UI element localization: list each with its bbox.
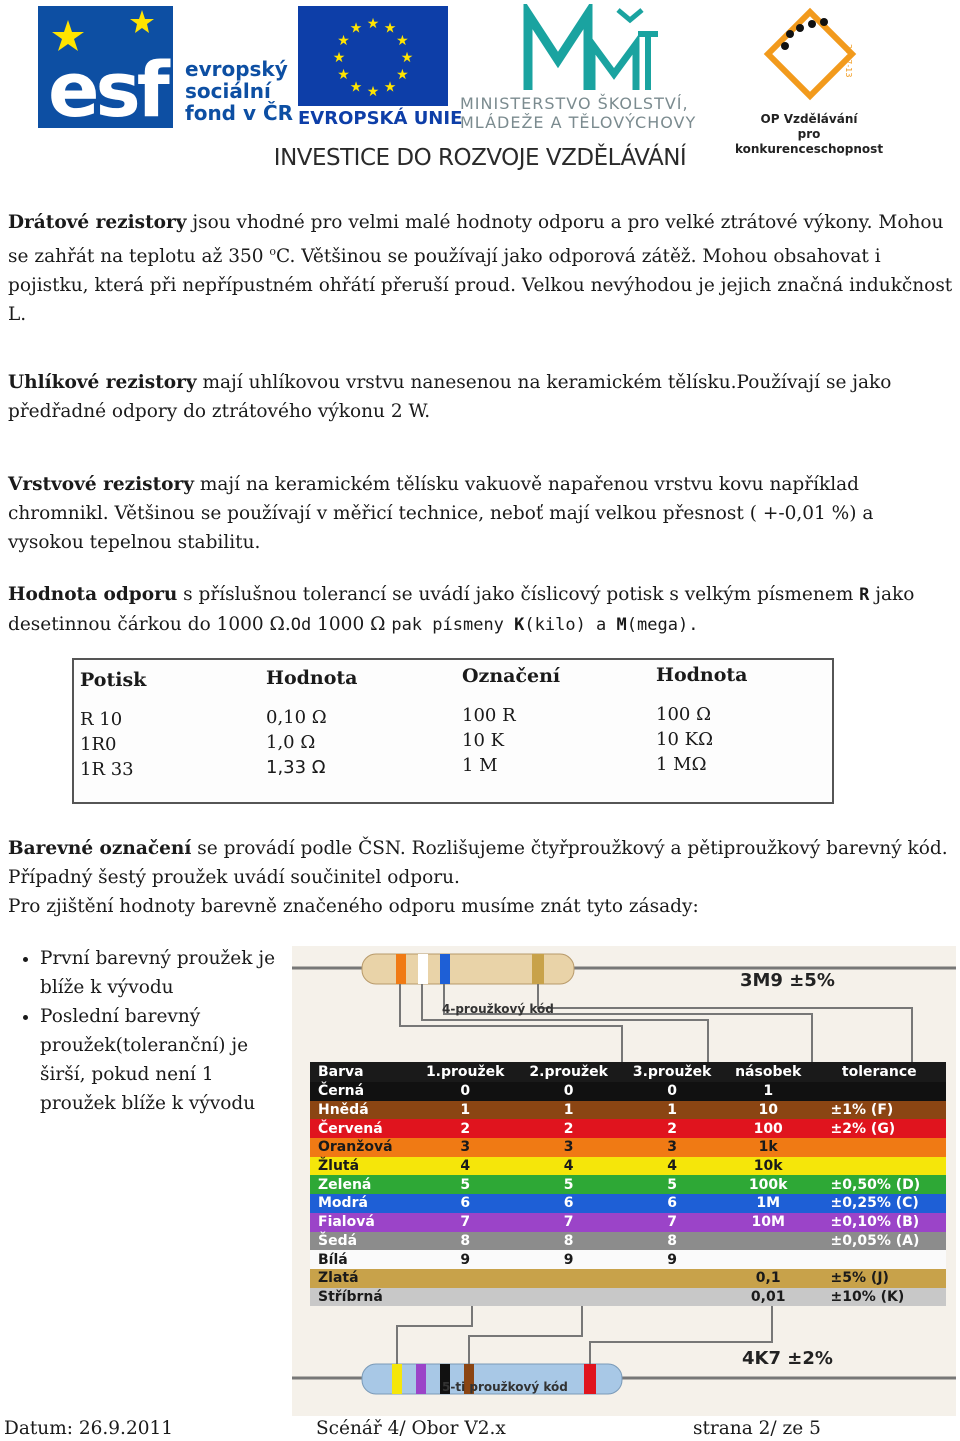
text-mono: Od (290, 615, 312, 635)
paragraph-carbon-resistors (8, 368, 953, 426)
color-code-row (310, 1288, 946, 1307)
esf-line3: fond v ČR (185, 101, 294, 125)
color-code-cell: 9 (667, 1251, 677, 1268)
eu-star: ★ (349, 79, 363, 96)
table-header: 2.proužek (517, 1062, 620, 1082)
eu-star: ★ (349, 20, 363, 37)
op-line2: pro konkurenceschopnost (734, 127, 884, 156)
color-code-cell: 100 (753, 1120, 783, 1137)
eu-stars-icon (298, 6, 448, 106)
color-code-row (310, 1082, 946, 1101)
color-code-cell: Zlatá (318, 1270, 359, 1287)
color-code-cell: Hnědá (318, 1102, 369, 1119)
esf-letters: esf (48, 45, 166, 128)
eu-star: ★ (383, 79, 397, 96)
eu-star: ★ (383, 20, 397, 37)
color-code-cell: Černá (318, 1083, 365, 1100)
color-code-cell: 1 (763, 1083, 774, 1100)
color-code-row (310, 1175, 946, 1194)
color-code-cell: Červená (318, 1120, 383, 1137)
color-code-cell: 7 (460, 1214, 471, 1231)
term-resistance-value: Hodnota odporu (8, 584, 178, 605)
text: s příslušnou tolerancí se uvádí jako číslicový potisk s velkým písmenem (177, 584, 860, 605)
paragraph-resistance-value (8, 580, 953, 640)
esf-logo (38, 6, 173, 128)
color-code-row (310, 1232, 946, 1251)
color-code-cell: ±0,25% (C) (830, 1195, 919, 1212)
color-code-cell: 1 (460, 1102, 471, 1119)
marking-cell: 1R0 (80, 734, 117, 755)
op-years: 2007-13 (844, 44, 853, 78)
color-code-row (310, 1250, 946, 1269)
color-code-cell (813, 1157, 946, 1176)
color-code-cell: Šedá (318, 1232, 358, 1249)
esf-line1: evropský (185, 57, 288, 81)
term-color-code: Barevné označení (8, 838, 192, 859)
color-code-cell: ±2% (G) (830, 1120, 896, 1137)
color-code-cell: 3 (563, 1139, 574, 1156)
eu-star: ★ (396, 33, 409, 49)
text: mají uhlíkovou vrstvu nanesenou na keramickém tělísku.Používají se jako předřadné odpory do ztrátového výkonu 2 W. (8, 372, 892, 422)
marking-cell: 1R 33 (80, 759, 134, 780)
marking-col-oznaceni (462, 664, 560, 778)
label-4band-value: 3M9 ±5% (740, 970, 835, 991)
text: jsou vhodné pro velmi malé hodnoty odporu a pro velké ztrátové výkony. Mohou se zahřát na teplotu až 350 (8, 212, 944, 268)
marking-header: Potisk (80, 669, 147, 691)
color-code-cell: 8 (460, 1232, 471, 1249)
marking-col-potisk (80, 668, 146, 782)
marking-cell: 0,10 Ω (266, 707, 327, 728)
color-code-row (310, 1138, 946, 1157)
paragraph-color-code (8, 834, 953, 921)
color-code-cell: 3 (667, 1139, 677, 1156)
color-code-cell: 7 (667, 1214, 677, 1231)
color-code-cell (813, 1082, 946, 1101)
marking-col-hodnota (266, 666, 357, 780)
marking-cell: 10 K (462, 730, 505, 751)
color-code-cell: 6 (667, 1195, 677, 1212)
letter-m: M (616, 615, 627, 635)
text: se provádí podle ČSN. Rozlišujeme čtyřproužkový a pětiproužkový barevný kód. Případný šestý proužek uvádí součinitel odporu. (8, 838, 948, 888)
color-code-cell: 1k (758, 1139, 778, 1156)
eu-star: ★ (366, 84, 380, 100)
color-code-cell: 0,1 (755, 1270, 781, 1287)
color-code-cell (413, 1288, 516, 1307)
text: mají na keramickém tělísku vakuově napařenou vrstvu kovu například chromnikl. Většinou se používají v měřicí technice, neboť mají velkou přesnost ( +-0,01 %) a vysokou tepelnou stabilitu. (8, 474, 874, 553)
color-code-cell: 100k (748, 1176, 788, 1193)
color-code-cell: ±0,50% (D) (830, 1176, 921, 1193)
footer-scenario: Scénář 4/ Obor V2.x (316, 1418, 506, 1439)
color-code-cell: 4 (667, 1158, 677, 1175)
text-mono: pak písmeny (391, 615, 515, 635)
color-code-cell: 10 (758, 1102, 778, 1119)
marking-cell: 1 M (462, 755, 498, 776)
esf-line2: sociální (185, 79, 271, 103)
color-code-cell: 9 (563, 1251, 574, 1268)
color-code-cell (413, 1269, 516, 1288)
color-code-cell (813, 1250, 946, 1269)
label-5band-kind: 5-ti proužkový kód (442, 1380, 568, 1394)
letter-k: K (514, 615, 525, 635)
color-code-cell: Stříbrná (318, 1288, 383, 1305)
term-film-resistors: Vrstvové rezistory (8, 474, 194, 495)
marking-cell: 1 MΩ (656, 754, 707, 775)
color-code-cell: 10k (753, 1158, 783, 1175)
marking-header: Hodnota (656, 664, 748, 686)
msmt-text (460, 94, 696, 132)
eu-star: ★ (332, 50, 346, 66)
color-code-cell: 0 (460, 1083, 471, 1100)
text: C. Většinou se používají jako odporová zátěž. Mohou obsahovat i pojistku, která při nepřípustném ohřátí přeruší proud. Velkou nevýhodou je jejich značná indukčnost L. (8, 246, 953, 326)
color-code-row (310, 1213, 946, 1232)
color-code-cell: Bílá (318, 1251, 348, 1268)
paragraph-wire-resistors (8, 208, 953, 329)
eu-star: ★ (396, 67, 409, 83)
color-code-cell (517, 1288, 620, 1307)
color-code-cell (620, 1288, 723, 1307)
color-code-cell (724, 1250, 813, 1269)
footer-page: strana 2/ ze 5 (693, 1418, 821, 1439)
degree-mark: o (269, 245, 277, 258)
marking-header: Hodnota (266, 667, 358, 689)
color-code-cell: ±5% (J) (830, 1270, 889, 1287)
color-code-cell: 0 (667, 1083, 677, 1100)
text-mono: (mega). (626, 615, 699, 635)
color-code-cell (620, 1269, 723, 1288)
marking-cell: 1,0 Ω (266, 732, 316, 753)
color-code-cell: 5 (563, 1176, 574, 1193)
table-header: 1.proužek (413, 1062, 516, 1082)
color-code-cell (724, 1232, 813, 1251)
eu-star: ★ (337, 33, 350, 49)
letter-r: R (859, 585, 870, 605)
label-4band-kind: 4-proužkový kód (442, 1002, 554, 1016)
msmt-line1: MINISTERSTVO ŠKOLSTVÍ, (460, 94, 689, 113)
color-code-cell: 9 (460, 1251, 471, 1268)
color-code-cell: 4 (460, 1158, 471, 1175)
eu-star: ★ (400, 50, 414, 66)
marking-cell: 10 KΩ (656, 729, 713, 750)
color-code-cell: 7 (563, 1214, 574, 1231)
color-code-row (310, 1101, 946, 1120)
color-code-chart (292, 946, 956, 1416)
paragraph-film-resistors (8, 470, 953, 557)
label-5band-value: 4K7 ±2% (742, 1348, 833, 1369)
color-code-cell: 0 (563, 1083, 574, 1100)
color-code-cell: 1 (667, 1102, 677, 1119)
marking-header: Označení (462, 665, 561, 687)
esf-text (185, 58, 293, 124)
color-code-cell: Modrá (318, 1195, 368, 1212)
list-item: • Poslední barevný proužek(toleranční) je širší, pokud není 1 proužek blíže k vývodu (40, 1002, 278, 1118)
text: jako desetinnou čárkou do 1000 Ω. (8, 584, 915, 635)
msmt-line2: MLÁDEŽE A TĚLOVÝCHOVY (460, 113, 697, 132)
eu-star: ★ (337, 67, 350, 83)
marking-cell: R 10 (80, 709, 123, 730)
color-code-cell: ±10% (K) (830, 1288, 905, 1305)
text: 1000 Ω (311, 614, 392, 635)
color-code-cell: Oranžová (318, 1139, 393, 1156)
marking-cell: 1,33 Ω (266, 757, 326, 778)
color-code-cell (517, 1269, 620, 1288)
eu-flag (298, 6, 448, 106)
table-header: 3.proužek (620, 1062, 723, 1082)
color-code-cell: 8 (667, 1232, 677, 1249)
color-code-cell: 1 (563, 1102, 574, 1119)
color-code-cell: 5 (667, 1176, 677, 1193)
op-line1: OP Vzdělávání (760, 112, 858, 126)
op-logo-icon (760, 4, 860, 114)
color-code-cell: 3 (460, 1139, 471, 1156)
color-code-row (310, 1157, 946, 1176)
eu-star: ★ (366, 16, 380, 32)
rules-list (8, 944, 278, 1118)
color-code-cell: Zelená (318, 1176, 372, 1193)
color-code-cell: 8 (563, 1232, 574, 1249)
color-code-cell: 2 (563, 1120, 574, 1137)
table-header: násobek (724, 1062, 813, 1082)
color-code-cell (813, 1138, 946, 1157)
marking-cell: 100 Ω (656, 704, 712, 725)
color-code-row (310, 1194, 946, 1213)
color-code-cell: 2 (460, 1120, 471, 1137)
color-code-cell: 1M (756, 1195, 781, 1212)
investice-banner: INVESTICE DO ROZVOJE VZDĚLÁVÁNÍ (273, 145, 687, 171)
term-carbon-resistors: Uhlíkové rezistory (8, 372, 197, 393)
color-code-cell: 6 (563, 1195, 574, 1212)
msmt-logo-icon (520, 4, 660, 96)
table-header: tolerance (813, 1062, 946, 1082)
table-header: Barva (310, 1062, 413, 1082)
color-code-cell: ±0,05% (A) (830, 1232, 920, 1249)
color-code-row (310, 1269, 946, 1288)
marking-col-hodnota2 (656, 663, 747, 777)
color-code-row (310, 1119, 946, 1138)
text-mono: (kilo) a (524, 615, 617, 635)
color-code-cell: Žlutá (318, 1158, 360, 1175)
footer-date: Datum: 26.9.2011 (4, 1418, 174, 1439)
term-wire-resistors: Drátové rezistory (8, 212, 187, 233)
color-code-table (310, 1062, 946, 1306)
color-code-cell: 10M (751, 1214, 785, 1231)
color-code-cell: 6 (460, 1195, 471, 1212)
marking-cell: 100 R (462, 705, 516, 726)
color-code-header-row (310, 1062, 946, 1082)
list-item: • První barevný proužek je blíže k vývodu (40, 944, 278, 1002)
text: Pro zjištění hodnoty barevně značeného odporu musíme znát tyto zásady: (8, 896, 699, 917)
color-code-cell: Fialová (318, 1214, 375, 1231)
color-code-cell: 2 (667, 1120, 677, 1137)
color-code-cell: ±1% (F) (830, 1102, 894, 1119)
color-code-cell: 4 (563, 1158, 574, 1175)
marking-table (72, 658, 834, 804)
eu-text: EVROPSKÁ UNIE (298, 108, 463, 129)
color-code-cell: 0,01 (750, 1288, 786, 1305)
color-code-cell: ±0,10% (B) (830, 1214, 920, 1231)
color-code-cell: 5 (460, 1176, 471, 1193)
